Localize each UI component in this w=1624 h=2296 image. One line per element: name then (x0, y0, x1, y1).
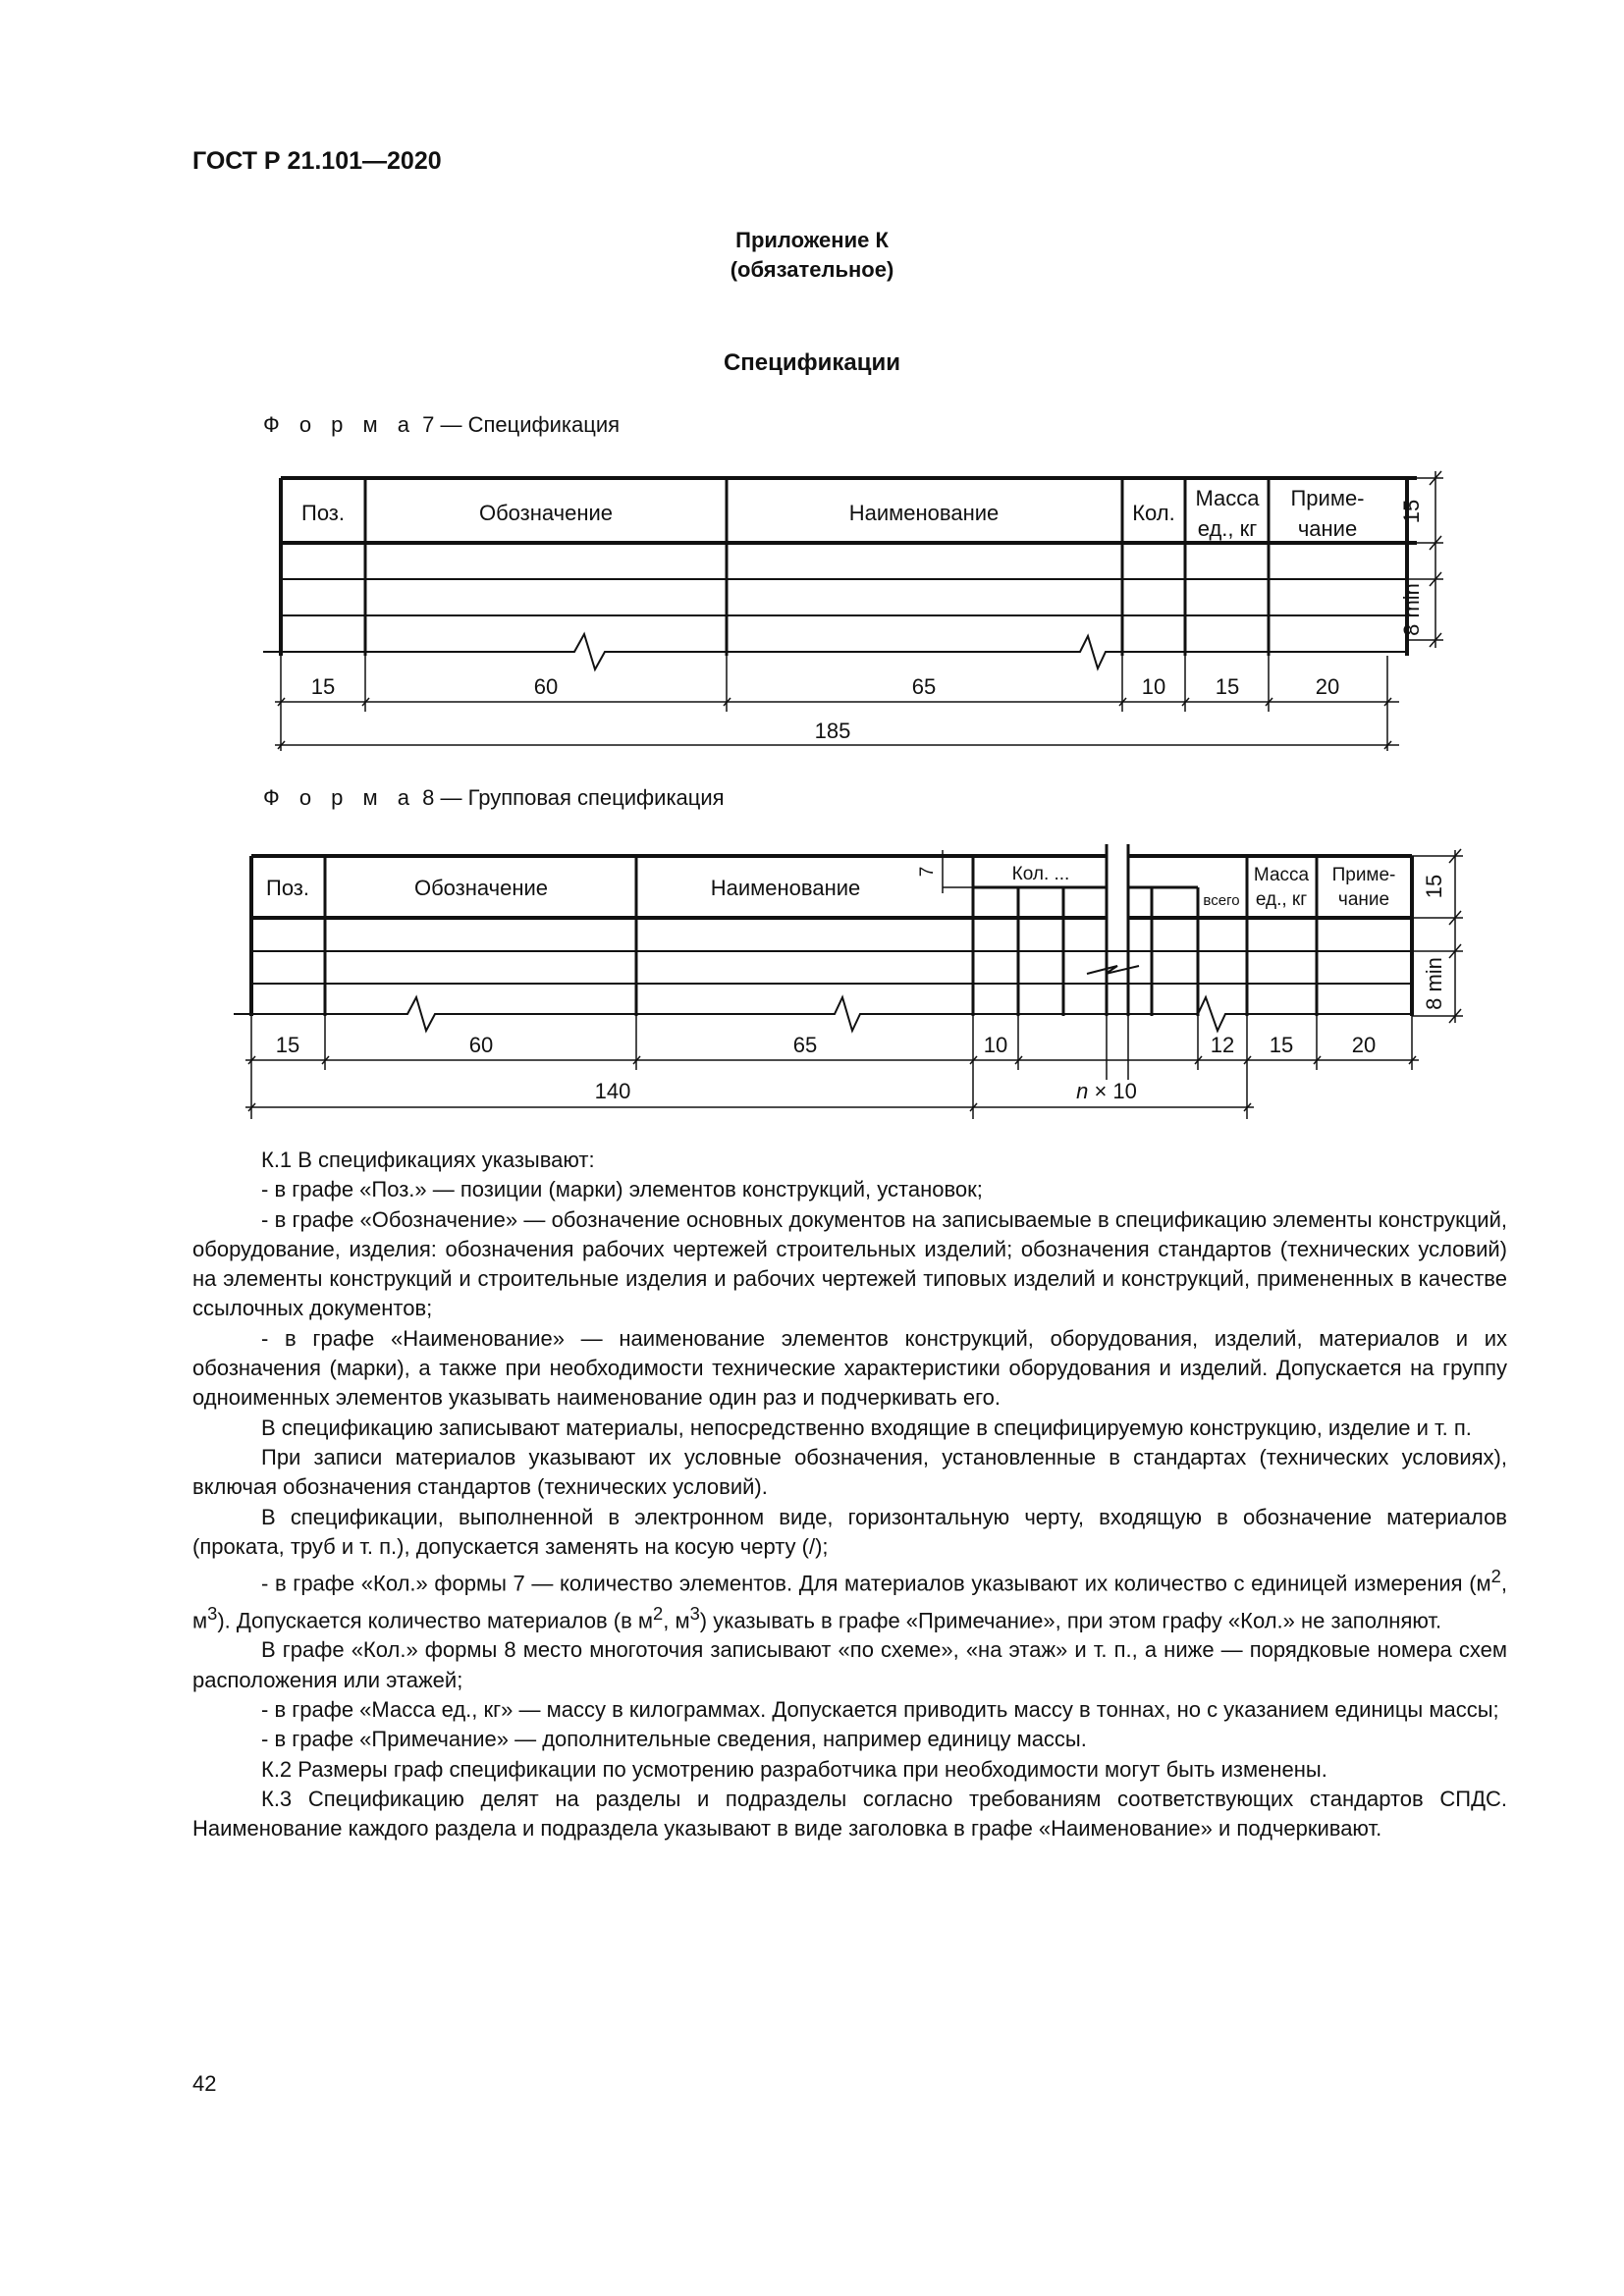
section-title: Спецификации (723, 349, 901, 376)
form7-total-width: 185 (814, 719, 851, 743)
body-text (192, 1146, 1507, 1843)
text-span: ) указывать в графе «Примечание», при этом графу «Кол.» не заполняют. (699, 1608, 1442, 1633)
form7-width-pos: 15 (310, 674, 336, 699)
form8-width-designation: 60 (468, 1033, 494, 1057)
form8-col-designation: Обозначение (413, 876, 549, 900)
text-span: ). Допускается количество материалов (в м (217, 1608, 654, 1633)
paragraph (192, 1562, 1507, 1635)
form8-width-mass: 15 (1269, 1033, 1294, 1057)
form8-width-note: 20 (1351, 1033, 1377, 1057)
form8-drawing (0, 834, 1624, 1129)
form7-width-mass: 15 (1215, 674, 1240, 699)
form8-header-height: 15 (1422, 874, 1446, 899)
form8-row-min-height: 8 min (1422, 957, 1446, 1010)
superscript: 2 (1490, 1566, 1501, 1587)
form8-col-note-2: чание (1337, 889, 1390, 910)
paragraph: В спецификацию записывают материалы, непосредственно входящие в специфицируемую конструкцию, изделие и т. п. (261, 1415, 1472, 1440)
form7-col-name: Наименование (848, 501, 1000, 525)
form7-width-name: 65 (911, 674, 937, 699)
form8-width-name: 65 (792, 1033, 818, 1057)
paragraph: К.1 В спецификациях указывают: (261, 1148, 595, 1172)
form7-col-designation: Обозначение (478, 501, 614, 525)
text-span: - в графе «Кол.» формы 7 — количество элементов. Для материалов указывают их количество с единицей измерения (м (261, 1571, 1491, 1596)
paragraph: - в графе «Примечание» — дополнительные сведения, например единицу массы. (261, 1727, 1087, 1752)
form8-col-mass-1: Масса (1253, 865, 1310, 885)
form7-col-qty: Кол. (1132, 501, 1175, 525)
form8-caption (263, 785, 725, 811)
appendix-status: (обязательное) (730, 257, 894, 282)
form8-total-left: 140 (594, 1079, 631, 1103)
form8-width-total: 12 (1210, 1033, 1235, 1057)
form8-col-note-1: Приме- (1331, 865, 1396, 885)
form8-total-n: n (1076, 1079, 1089, 1103)
form8-caption-word: Ф о р м а (263, 785, 417, 810)
form7-width-designation: 60 (533, 674, 559, 699)
form7-col-mass-1: Масса (1195, 486, 1260, 510)
form8-caption-rest: 8 — Групповая спецификация (416, 785, 725, 810)
superscript: 3 (689, 1602, 700, 1624)
appendix-title: Приложение К (735, 228, 889, 252)
form7-width-qty: 10 (1141, 674, 1166, 699)
form7-caption-rest: 7 — Спецификация (416, 412, 621, 437)
form8-col-pos: Поз. (266, 876, 309, 900)
form8-total-right (1076, 1079, 1137, 1103)
page-number: 42 (192, 2071, 217, 2096)
paragraph: - в графе «Обозначение» — обозначение основных документов на записываемые в спецификацию элементы конструкций, оборудование, изделия: обозначения рабочих чертежей строительных изделий; обозначения стандартов (технических условий) на элементы конструкций и строительные изделия и рабочих чертежей типовых изделий и конструкций, примененных в качестве ссылочных документов; (192, 1206, 1507, 1321)
paragraph: В спецификации, выполненной в электронном виде, горизонтальную черту, входящую в обозначение материалов (проката, труб и т. п.), допускается заменять на косую черту (/); (192, 1504, 1507, 1559)
paragraph: При записи материалов указывают их условные обозначения, установленные в стандартах (технических условиях), включая обозначения стандартов (технических условий). (192, 1444, 1507, 1500)
form7-col-note-2: чание (1297, 516, 1358, 541)
paragraph: - в графе «Наименование» — наименование элементов конструкций, оборудования, изделий, материалов и их обозначения (марки), а также при необходимости технические характеристики оборудования и изделий. Допускается на группу одноименных элементов указывать наименование один раз и подчеркивать его. (192, 1325, 1507, 1411)
form8-col-name: Наименование (710, 876, 861, 900)
form8-col-mass-2: ед., кг (1255, 889, 1308, 910)
form7-col-note-1: Приме- (1290, 486, 1365, 510)
form7-col-mass-2: ед., кг (1197, 516, 1258, 541)
form8-width-pos: 15 (275, 1033, 300, 1057)
form8-dim-7: 7 (917, 866, 938, 878)
text-span: , м (663, 1608, 690, 1633)
form7-caption (263, 412, 620, 438)
form7-caption-word: Ф о р м а (263, 412, 417, 437)
paragraph: - в графе «Масса ед., кг» — массу в килограммах. Допускается приводить массу в тоннах, но с указанием единицы массы; (261, 1697, 1499, 1722)
form8-col-qty: Кол. ... (1011, 864, 1070, 884)
paragraph: В графе «Кол.» формы 8 место многоточия записывают «по схеме», «на этаж» и т. п., а ниже — порядковые номера схем расположения или этажей; (192, 1637, 1507, 1692)
paragraph: К.3 Спецификацию делят на разделы и подразделы согласно требованиям соответствующих стандартов СПДС. Наименование каждого раздела и подраздела указывают в виде заголовка в графе «Наименование» и подчеркивают. (192, 1786, 1507, 1842)
form7-col-pos: Поз. (301, 501, 345, 525)
form7-width-note: 20 (1315, 674, 1340, 699)
form8-total-rest: × 10 (1088, 1079, 1137, 1103)
form7-drawing (0, 461, 1624, 775)
superscript: 3 (207, 1602, 218, 1624)
document-code: ГОСТ Р 21.101—2020 (192, 147, 442, 175)
superscript: 2 (653, 1602, 664, 1624)
form8-col-total: всего (1203, 892, 1240, 909)
form7-header-height: 15 (1399, 499, 1424, 524)
form8-width-qty: 10 (983, 1033, 1008, 1057)
form7-row-min-height: 8 min (1399, 583, 1424, 636)
text-span: , м (192, 1571, 1507, 1633)
paragraph: - в графе «Поз.» — позиции (марки) элементов конструкций, установок; (261, 1177, 983, 1202)
paragraph: К.2 Размеры граф спецификации по усмотрению разработчика при необходимости могут быть изменены. (261, 1756, 1327, 1782)
